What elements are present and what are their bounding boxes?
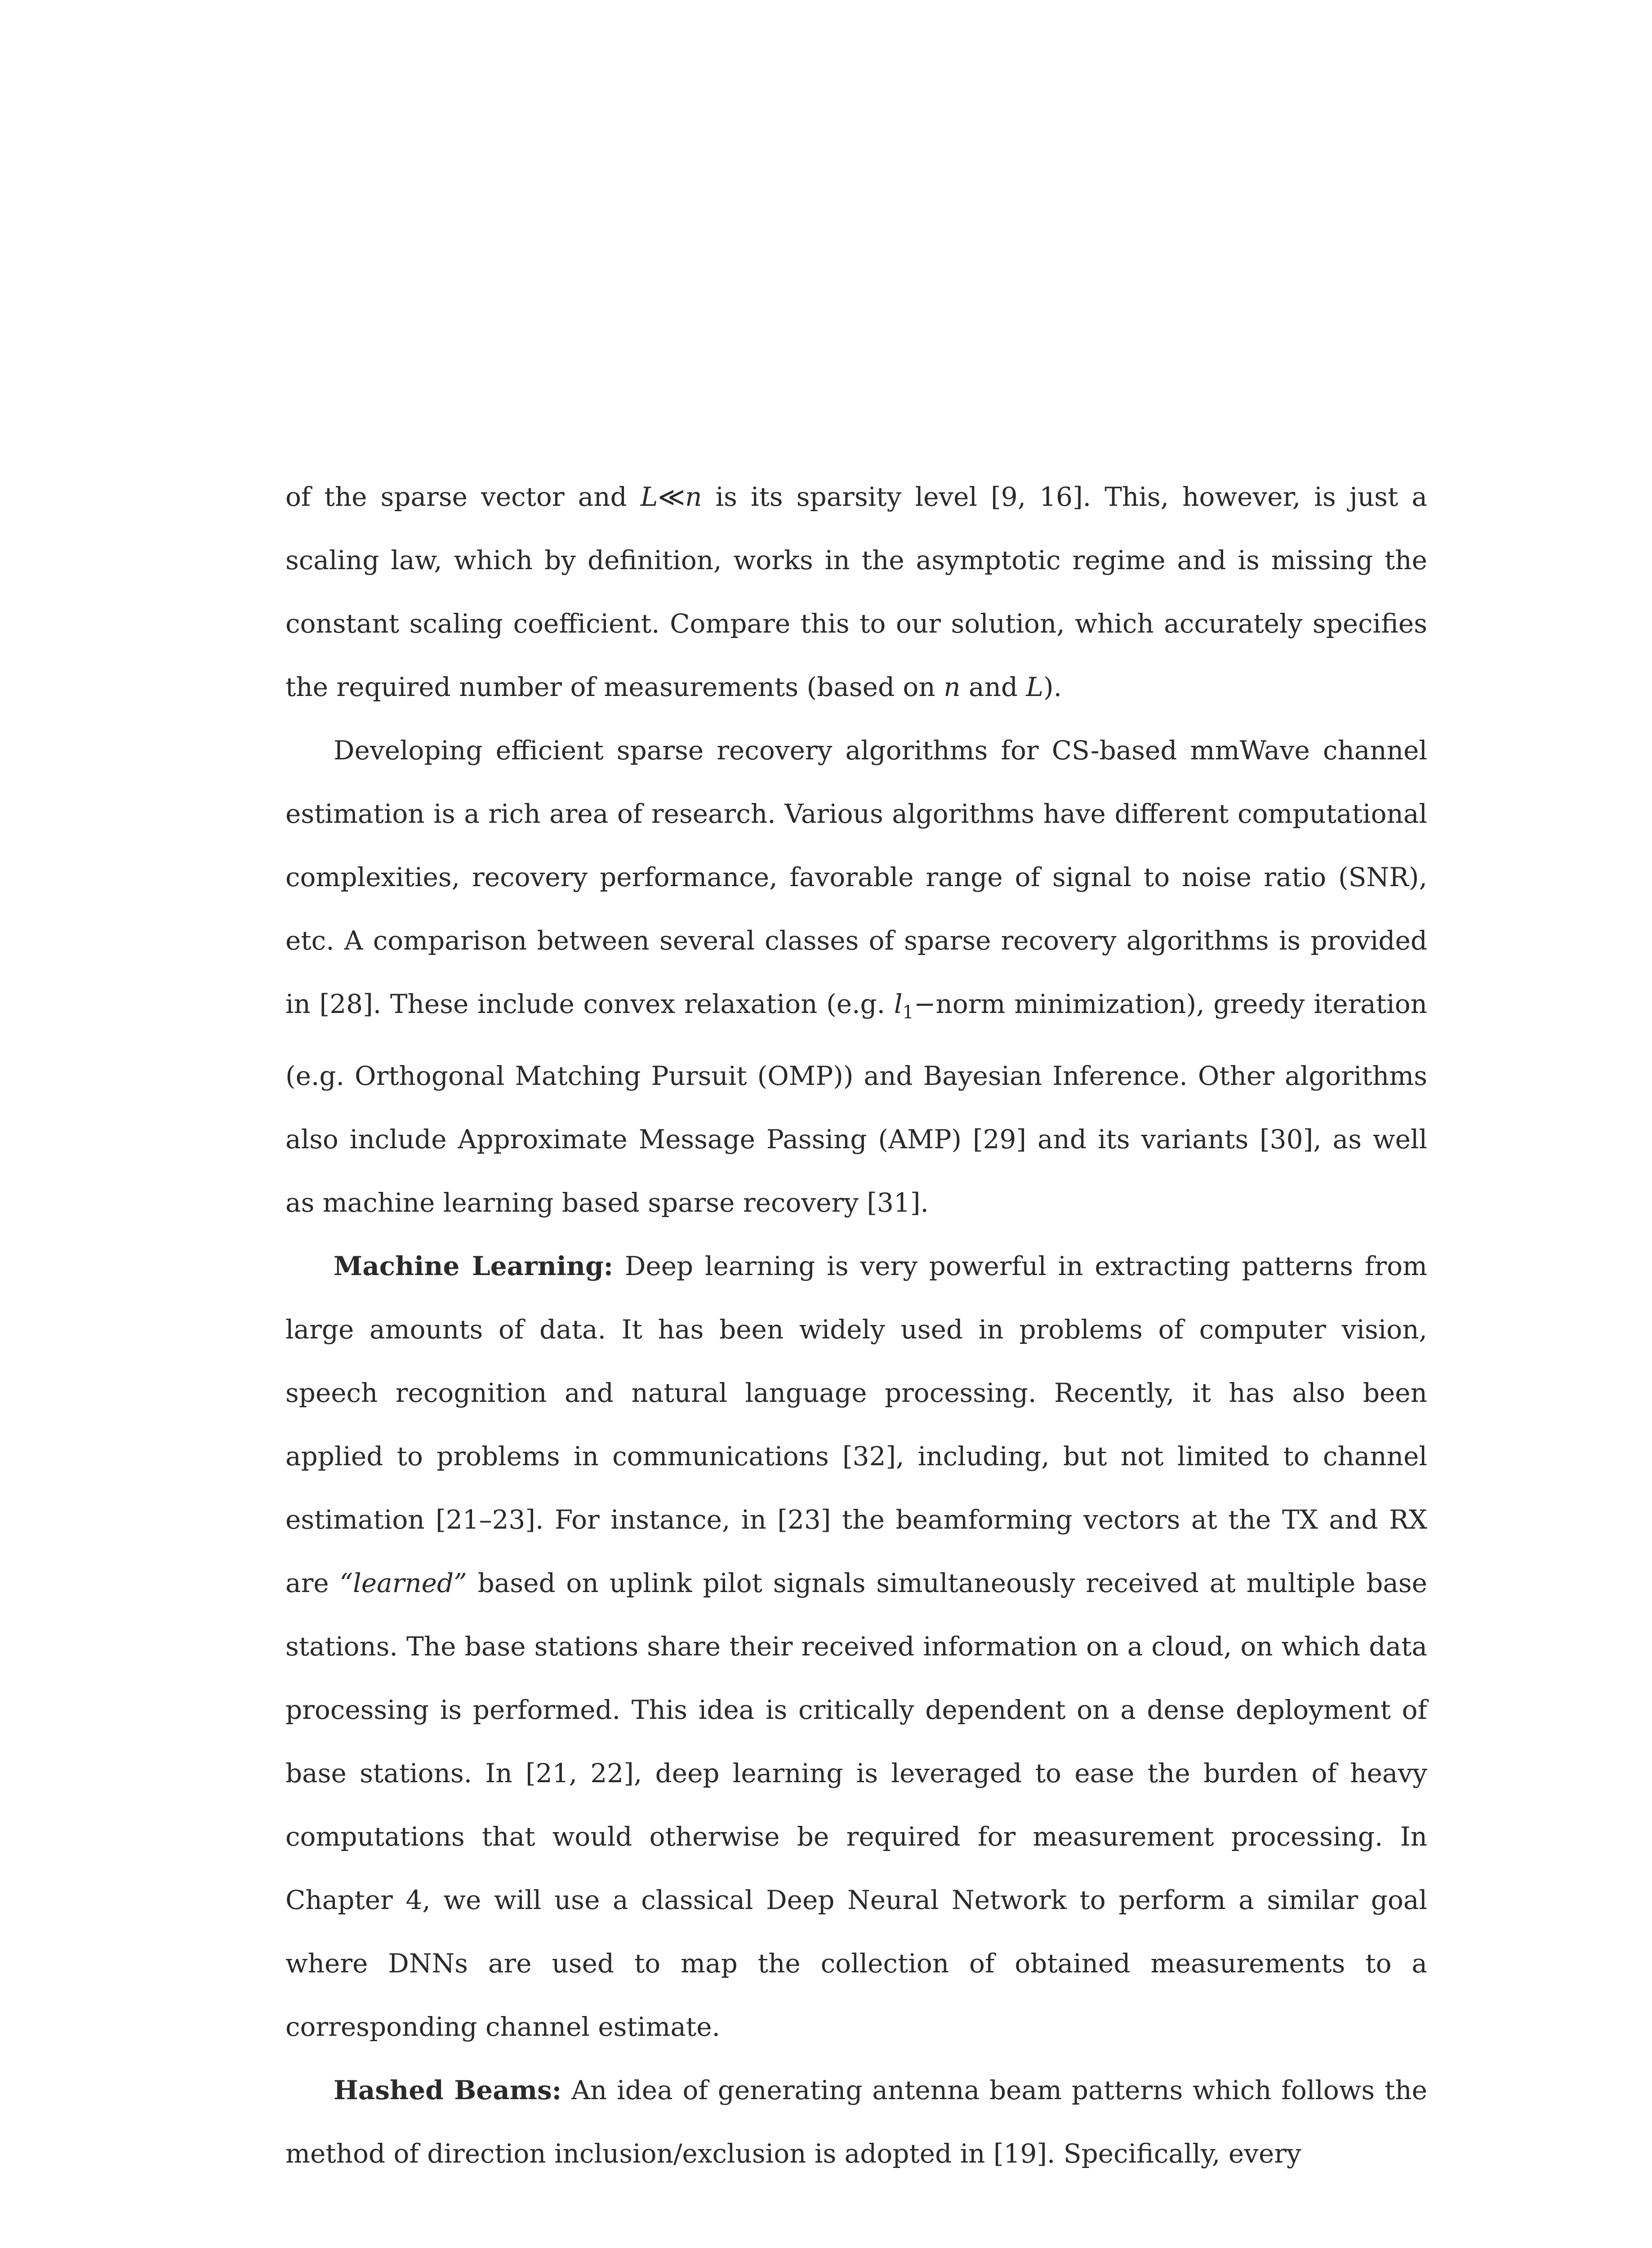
paragraph-1 bbox=[285, 465, 1427, 719]
math-subscript: 1 bbox=[902, 1002, 914, 1023]
quoted-term: “learned” bbox=[339, 1568, 467, 1598]
text-run: Developing efficient sparse recovery algorithms for CS-based mmWave channel estimation is a rich area of research. Various algorithms have different computational complexities, recovery performance, favorable range of signal to noise ratio (SNR), etc. A comparison between several classes of sparse recovery algorithms is provided in [28]. These include convex relaxation (e.g. bbox=[285, 735, 1427, 1019]
math-operator: ≪ bbox=[658, 482, 686, 512]
text-run: and bbox=[960, 672, 1026, 702]
math-symbol: L bbox=[1026, 672, 1044, 702]
paragraph-3 bbox=[285, 1235, 1427, 2059]
math-symbol: l bbox=[894, 989, 903, 1019]
paragraph-4 bbox=[285, 2059, 1427, 2186]
math-symbol: n bbox=[685, 482, 702, 512]
paragraph-2 bbox=[285, 719, 1427, 1235]
text-run: Deep learning is very powerful in extracting patterns from large amounts of data. It has been widely used in problems of computer vision, speech recognition and natural language processing. Recently, it has also been applied to problems in communications [32], including, but not limited to channel estimation [21–23]. For instance, in [23] the beamforming vectors at the TX and RX are bbox=[285, 1251, 1427, 1598]
text-run: ). bbox=[1043, 672, 1062, 702]
body-text bbox=[285, 465, 1427, 2186]
text-run: is its sparsity level [9, 16]. This, however, is just a scaling law, which by definition, works in the asymptotic regime and is missing the constant scaling coefficient. Compare this to our solution, which accurately specifies the required number of measurements (based on bbox=[285, 482, 1427, 702]
run-in-heading: Machine Learning: bbox=[334, 1251, 614, 1281]
text-run: An idea of generating antenna beam patterns which follows the method of direction inclusion/exclusion is adopted in [19]. Specifically, every bbox=[285, 2075, 1427, 2169]
text-run: based on uplink pilot signals simultaneously received at multiple base stations. The base stations share their received information on a cloud, on which data processing is performed. This idea is critically dependent on a dense deployment of base stations. In [21, 22], deep learning is leveraged to ease the burden of heavy computations that would otherwise be required for measurement processing. In Chapter 4, we will use a classical Deep Neural Network to perform a similar goal where DNNs are used to map the collection of obtained measurements to a corresponding channel estimate. bbox=[285, 1568, 1427, 2042]
math-symbol: n bbox=[944, 672, 961, 702]
math-symbol: L bbox=[640, 482, 658, 512]
text-run: of the sparse vector and bbox=[285, 482, 641, 512]
text-run: −norm minimization), greedy iteration (e.g. Orthogonal Matching Pursuit (OMP)) and Bayesian Inference. Other algorithms also include Approximate Message Passing (AMP) [29] and its variants [30], as well as machine learning based sparse recovery [31]. bbox=[285, 989, 1427, 1218]
run-in-heading: Hashed Beams: bbox=[334, 2075, 562, 2105]
